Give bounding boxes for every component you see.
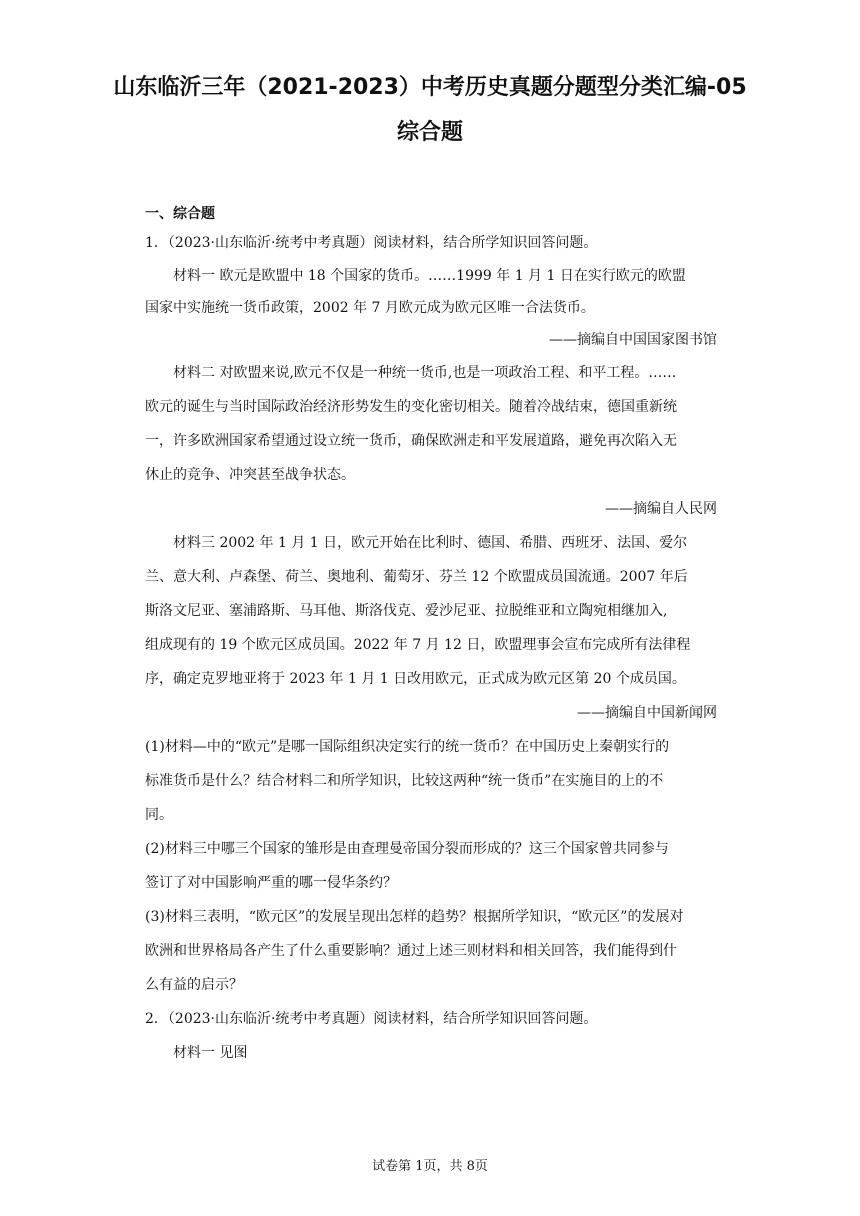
q1-material-2-line: 材料二 对欧盟来说,欧元不仅是一种统一货币,也是一项政治工程、和平工程。…… <box>173 365 677 381</box>
document-title: 山东临沂三年（2021-2023）中考历史真题分题型分类汇编-05 <box>113 75 747 100</box>
q1-material-1-line: 国家中实施统一货币政策，2002 年 7 月欧元成为欧元区唯一合法货币。 <box>145 300 595 316</box>
q1-material-3-line: 组成现有的 19 个欧元区成员国。2022 年 7 月 12 日，欧盟理事会宣布完成所有法律程 <box>145 637 691 653</box>
q1-material-2-line: 一，许多欧洲国家希望通过设立统一货币，确保欧洲走和平发展道路，避免再次陷入无 <box>145 433 677 449</box>
q1-material-3-line: 兰、意大利、卢森堡、荷兰、奥地利、葡萄牙、芬兰 12 个欧盟成员国流通。2007 年后 <box>145 569 688 585</box>
q1-part-2-line: (2)材料三中哪三个国家的雏形是由查理曼帝国分裂而形成的？这三个国家曾共同参与 <box>145 841 669 857</box>
question-1-stem: 1．（2023·山东临沂·统考中考真题）阅读材料，结合所学知识回答问题。 <box>145 235 598 251</box>
q1-material-2-source: ——摘编自人民网 <box>605 501 717 517</box>
section-heading: 一、综合题 <box>145 206 215 222</box>
page-footer: 试卷第 1页，共 8页 <box>372 1159 488 1174</box>
q1-material-3-line: 斯洛文尼亚、塞浦路斯、马耳他、斯洛伐克、爱沙尼亚、拉脱维亚和立陶宛相继加入, <box>145 603 668 619</box>
q1-material-1-line: 材料一 欧元是欧盟中 18 个国家的货币。……1999 年 1 月 1 日在实行欧元的欧盟 <box>173 268 686 284</box>
question-2-stem: 2．（2023·山东临沂·统考中考真题）阅读材料，结合所学知识回答问题。 <box>145 1011 598 1027</box>
q1-part-1-line: (1)材料—中的“欧元”是哪一国际组织决定实行的统一货币？在中国历史上秦朝实行的 <box>145 739 670 755</box>
q2-material-1-line: 材料一 见图 <box>173 1045 248 1061</box>
q1-material-2-line: 欧元的诞生与当时国际政治经济形势发生的变化密切相关。随着冷战结束，德国重新统 <box>145 399 677 415</box>
q1-part-2-line: 签订了对中国影响严重的哪一侵华条约？ <box>145 875 397 891</box>
document-subtitle: 综合题 <box>396 120 463 145</box>
q1-part-3-line: (3)材料三表明，“欧元区”的发展呈现出怎样的趋势？根据所学知识，“欧元区”的发展对 <box>145 909 684 925</box>
q1-material-1-source: ——摘编自中国国家图书馆 <box>549 332 717 348</box>
q1-material-2-line: 休止的竞争、冲突甚至战争状态。 <box>145 467 355 483</box>
q1-part-1-line: 同。 <box>145 807 173 823</box>
q1-part-3-line: 欧洲和世界格局各产生了什么重要影响？通过上述三则材料和相关回答，我们能得到什 <box>145 943 677 959</box>
q1-part-3-line: 么有益的启示？ <box>145 977 243 993</box>
q1-material-3-line: 材料三 2002 年 1 月 1 日，欧元开始在比利时、德国、希腊、西班牙、法国、爱尔 <box>173 535 688 551</box>
q1-part-1-line: 标准货币是什么？结合材料二和所学知识，比较这两种“统一货币”在实施目的上的不 <box>145 773 664 789</box>
q1-material-3-source: ——摘编自中国新闻网 <box>577 705 717 721</box>
q1-material-3-line: 序，确定克罗地亚将于 2023 年 1 月 1 日改用欧元，正式成为欧元区第 20 个成员国。 <box>145 671 686 687</box>
